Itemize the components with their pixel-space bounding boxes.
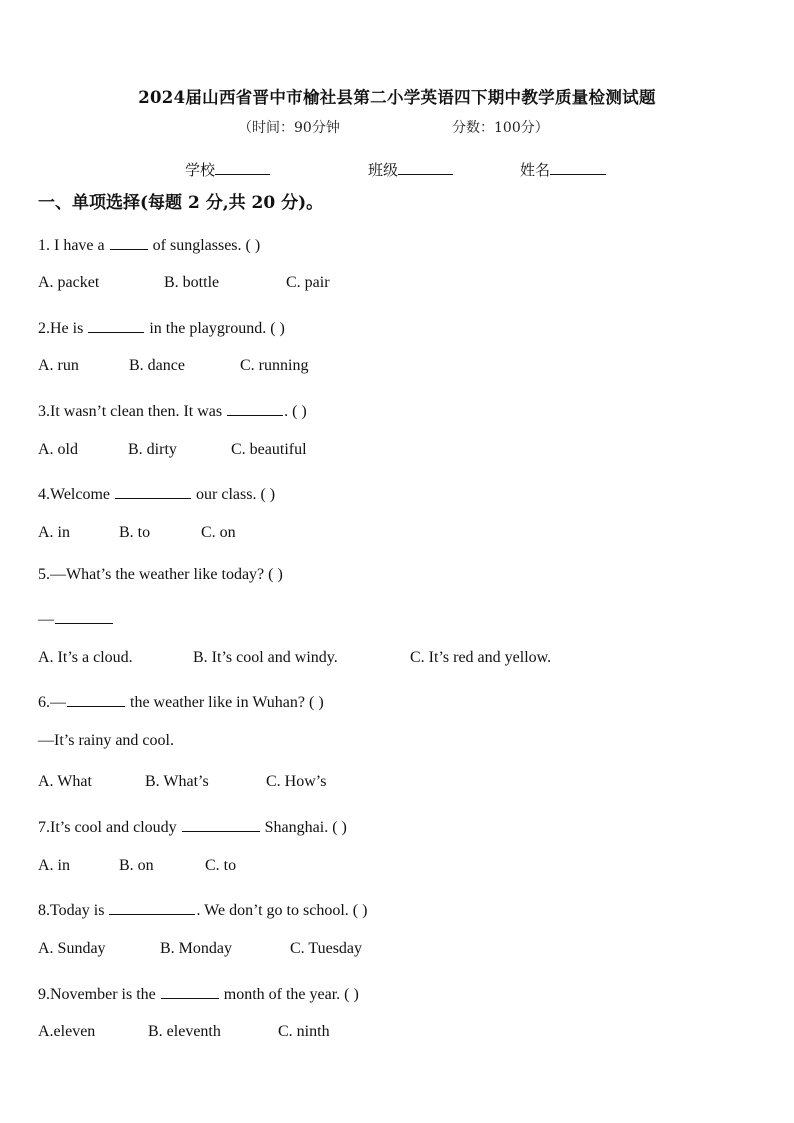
question-text: our class. ( ) (192, 486, 276, 503)
question-text: 3.It wasn’t clean then. It was (38, 403, 227, 420)
question-text: 9.November is the (38, 986, 160, 1003)
question-text: 7.It’s cool and cloudy (38, 819, 181, 836)
school-blank[interactable] (215, 159, 270, 175)
option-b[interactable]: B. on (119, 857, 154, 874)
option-a[interactable]: A. in (38, 524, 70, 541)
exam-score: 分数：100分） (452, 120, 549, 136)
option-b[interactable]: B. Monday (160, 940, 232, 957)
option-c[interactable]: C. on (201, 524, 236, 541)
name-field (520, 159, 606, 180)
answer-blank[interactable] (88, 316, 144, 333)
option-c[interactable]: C. pair (286, 274, 330, 291)
option-b[interactable]: B. bottle (164, 274, 220, 291)
question-5 (38, 566, 283, 584)
option-a[interactable]: A. It’s a cloud. (38, 649, 133, 666)
question-text: Shanghai. ( ) (260, 819, 347, 836)
school-label: 学校 (185, 161, 216, 179)
option-b[interactable]: B. eleventh (148, 1023, 221, 1040)
answer-blank[interactable] (161, 982, 219, 999)
section-title: 一、单项选择(每题 2 分,共 20 分)。 (38, 193, 324, 213)
class-label: 班级 (368, 161, 399, 179)
option-a[interactable]: A. run (38, 357, 79, 374)
question-text: 2.He is (38, 320, 88, 337)
option-c[interactable]: C. Tuesday (290, 940, 363, 957)
exam-time: （时间：90分钟 (238, 120, 340, 136)
question-text: . ( ) (284, 403, 307, 420)
question-9 (38, 982, 359, 1004)
answer-line-5 (38, 607, 114, 629)
question-text: 6.— (38, 694, 66, 711)
option-a[interactable]: A. old (38, 441, 78, 458)
question-text: 4.Welcome (38, 486, 115, 503)
question-8 (38, 898, 367, 920)
question-1 (38, 233, 260, 255)
reply-6: —It’s rainy and cool. (38, 732, 174, 749)
option-c[interactable]: C. It’s red and yellow. (410, 649, 552, 666)
option-c[interactable]: C. beautiful (231, 441, 307, 458)
question-3 (38, 399, 307, 421)
option-b[interactable]: B. What’s (145, 773, 209, 790)
question-text: in the playground. ( ) (145, 320, 285, 337)
option-a[interactable]: A. packet (38, 274, 100, 291)
question-4 (38, 482, 275, 504)
name-label: 姓名 (520, 161, 551, 179)
answer-blank[interactable] (115, 482, 191, 499)
option-b[interactable]: B. dance (129, 357, 185, 374)
option-c[interactable]: C. ninth (278, 1023, 330, 1040)
answer-blank[interactable] (110, 233, 148, 250)
question-6 (38, 690, 324, 712)
option-a[interactable]: A. What (38, 773, 92, 790)
option-a[interactable]: A. in (38, 857, 70, 874)
question-text: month of the year. ( ) (219, 986, 359, 1003)
question-text: 5.—What’s the weather like today? ( ) (38, 566, 283, 583)
question-text: 8.Today is (38, 902, 109, 919)
option-a[interactable]: A.eleven (38, 1023, 96, 1040)
option-c[interactable]: C. How’s (266, 773, 327, 790)
exam-title: 2024届山西省晋中市榆社县第二小学英语四下期中教学质量检测试题 (138, 88, 656, 107)
question-text: the weather like in Wuhan? ( ) (126, 694, 324, 711)
name-blank[interactable] (550, 159, 606, 175)
dash: — (38, 611, 54, 628)
school-field (185, 159, 270, 180)
answer-blank[interactable] (182, 815, 260, 832)
option-b[interactable]: B. It’s cool and windy. (193, 649, 338, 666)
answer-blank[interactable] (227, 399, 283, 416)
option-b[interactable]: B. dirty (128, 441, 177, 458)
answer-blank[interactable] (67, 690, 125, 707)
question-text: of sunglasses. ( ) (148, 237, 261, 254)
answer-blank[interactable] (109, 898, 195, 915)
answer-blank[interactable] (55, 607, 113, 624)
class-blank[interactable] (398, 159, 453, 175)
question-text: 1. I have a (38, 237, 109, 254)
question-7 (38, 815, 347, 837)
option-c[interactable]: C. to (205, 857, 237, 874)
question-2 (38, 316, 285, 338)
option-b[interactable]: B. to (119, 524, 151, 541)
option-c[interactable]: C. running (240, 357, 309, 374)
option-a[interactable]: A. Sunday (38, 940, 106, 957)
class-field (368, 159, 453, 180)
question-text: . We don’t go to school. ( ) (196, 902, 368, 919)
